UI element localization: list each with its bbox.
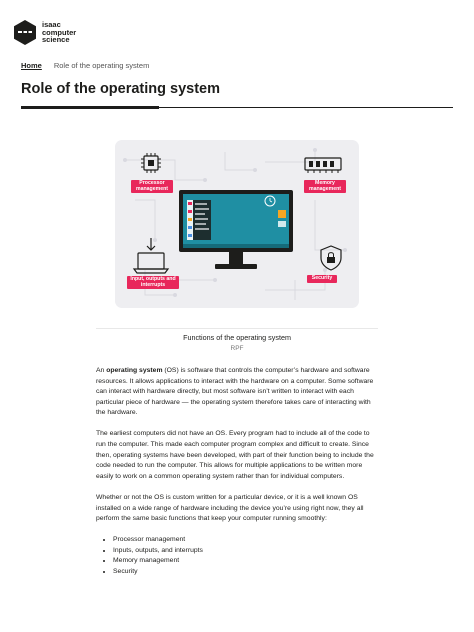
p1-term: operating system [106,367,163,374]
list-item: • Inputs, outputs, and interrupts [113,546,378,557]
monitor-icon [179,190,293,269]
label-memory-management: Memory management [304,180,346,193]
caption-divider [96,328,378,329]
article-body [96,366,378,578]
processor-chip-icon [141,153,161,173]
logo-line-1: isaac [42,20,61,30]
page-title: Role of the operating system [21,81,221,97]
title-underline-accent [21,106,159,109]
list-item: • Memory management [113,556,378,567]
os-functions-list [96,535,378,577]
os-functions-illustration [115,140,359,308]
isaac-hexagon-icon [14,20,36,45]
paragraph-1 [96,366,378,419]
logo-wordmark [42,21,76,44]
paragraph-2: The earliest computers did not have an OS. Every program had to include all of the code to run the computer. This made each computer program complex and difficult to create. Since then, operating systems have been developed, with part of their function being to include the code needed to run the computer. This allows for multiple applications to be written more easily to work on a common operating system rather than for individual computers. [96,430,374,480]
label-processor-management: Processor management [131,180,173,193]
laptop-download-icon [134,238,168,273]
label-input-outputs-interrupts: Input, outputs and interrupts [127,276,179,289]
breadcrumb-current: Role of the operating system [53,61,150,70]
label-security: Security [307,275,337,283]
logo-line-2: computer [42,27,77,37]
breadcrumb [21,61,149,70]
memory-module-icon [305,158,341,173]
figure-caption: Functions of the operating system [183,333,291,342]
list-item: • Processor management [113,535,378,546]
site-logo[interactable] [14,20,76,45]
figure-credit: RPF [230,345,244,352]
logo-line-3: science [42,35,70,45]
paragraph-3: Whether or not the OS is custom written for a particular device, or it is a well known OS installed on a wide range of hardware including the device you’re using right now, they all perform the same basic functions that keep your computer running smoothly: [96,493,364,523]
list-item: • Security [113,567,378,578]
p1-text: (OS) is software that controls the computer’s hardware and software resources. It allows applications to interact with the hardware on a computer. Some software can interact with hardware directly, but most software isn’t written to interact with each particular piece of hardware — the operating system therefore takes care of interacting with the hardware. [96,367,374,417]
breadcrumb-home-link[interactable]: Home [21,61,42,70]
p1-lead: An [96,367,107,374]
